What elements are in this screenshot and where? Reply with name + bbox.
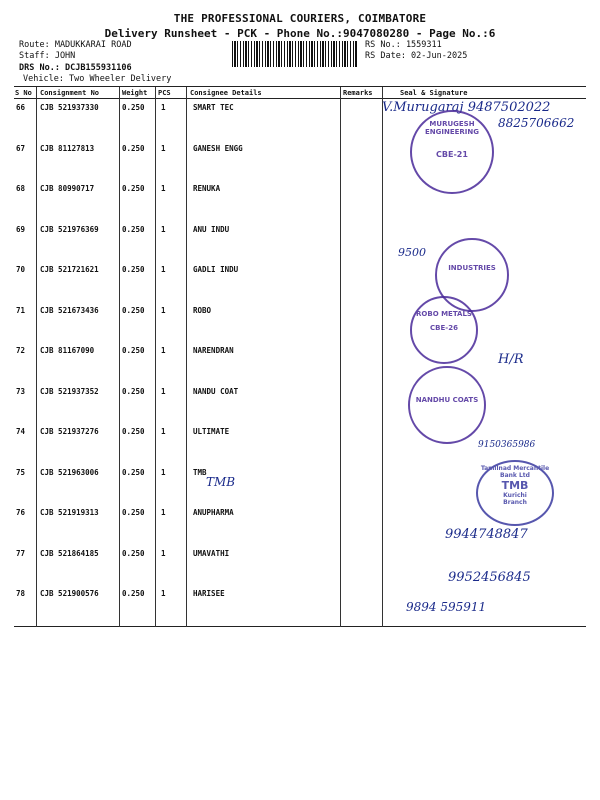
row-consignment-no: CJB 521721621 — [40, 265, 99, 274]
row-pcs: 1 — [161, 265, 166, 274]
company-seal — [408, 366, 486, 444]
col-header-consignment: Consignment No — [40, 89, 100, 97]
row-consignee: ROBO — [193, 305, 212, 315]
row-pcs: 1 — [161, 184, 166, 193]
handwritten-phone: 9952456845 — [448, 570, 531, 585]
row-weight: 0.250 — [122, 548, 145, 558]
row-weight: 0.250 — [122, 265, 145, 274]
row-pcs: 1 — [161, 427, 166, 436]
handwritten-mark: H/R — [498, 352, 524, 367]
bank-seal — [476, 460, 554, 526]
barcode — [232, 41, 358, 67]
company-seal — [410, 110, 494, 194]
col-header-weight: Weight — [122, 89, 148, 97]
col-divider — [155, 87, 156, 627]
row-sno: 67 — [16, 143, 26, 153]
col-divider — [119, 87, 120, 627]
row-weight: 0.250 — [122, 386, 145, 396]
row-sno: 78 — [16, 589, 26, 598]
row-sno: 69 — [16, 224, 26, 234]
handwritten-phone: 9944748847 — [445, 527, 528, 542]
rs-number: RS No.: 1559311 — [365, 40, 442, 50]
row-consignee: HARISEE — [193, 589, 225, 598]
table-top-rule — [14, 86, 586, 87]
seal-text: CBE-26 — [430, 324, 458, 332]
row-consignee: TMB — [193, 467, 207, 477]
seal-text: Tamilnad Mercantile Bank Ltd — [480, 465, 550, 479]
col-divider — [186, 87, 187, 627]
seal-text: Branch — [503, 499, 527, 506]
row-sno: 72 — [16, 346, 26, 355]
row-sno: 68 — [16, 184, 26, 193]
row-consignment-no: CJB 521937352 — [40, 386, 99, 396]
handwritten-phone: 9150365986 — [478, 440, 536, 450]
row-consignment-no: CJB 81167090 — [40, 346, 95, 355]
seal-text: MURUGESH ENGINEERING — [424, 120, 479, 136]
row-consignee: SMART TEC — [193, 103, 234, 112]
row-weight: 0.250 — [122, 346, 145, 355]
row-weight: 0.250 — [122, 589, 145, 598]
row-weight: 0.250 — [122, 305, 145, 315]
row-pcs: 1 — [161, 103, 166, 112]
row-sno: 74 — [16, 427, 26, 436]
row-sno: 71 — [16, 305, 26, 315]
col-header-remarks: Remarks — [343, 89, 373, 97]
row-consignment-no: CJB 521937276 — [40, 427, 99, 436]
col-header-seal: Seal & Signature — [400, 89, 468, 97]
drs-number: DRS No.: DCJB155931106 — [19, 63, 132, 73]
vehicle-label: Vehicle: Two Wheeler Delivery — [23, 74, 172, 84]
row-pcs: 1 — [161, 346, 166, 355]
handwritten-remark: TMB — [206, 475, 236, 489]
row-sno: 70 — [16, 265, 26, 274]
row-consignment-no: CJB 80990717 — [40, 184, 95, 193]
handwritten-phone: 8825706662 — [498, 116, 575, 130]
table-bottom-rule — [14, 626, 586, 627]
col-header-sno: S No — [15, 89, 32, 97]
staff-label: Staff: JOHN — [19, 51, 76, 61]
row-consignee: RENUKA — [193, 184, 221, 193]
row-consignee: GANESH ENGG — [193, 143, 243, 153]
row-consignment-no: CJB 521937330 — [40, 103, 99, 112]
row-consignment-no: CJB 521976369 — [40, 224, 99, 234]
col-divider — [36, 87, 37, 627]
row-consignment-no: CJB 81127813 — [40, 143, 95, 153]
row-consignee: ULTIMATE — [193, 427, 230, 436]
row-weight: 0.250 — [122, 224, 145, 234]
row-consignee: NARENDRAN — [193, 346, 234, 355]
route-label: Route: MADUKKARAI ROAD — [19, 40, 132, 50]
row-pcs: 1 — [161, 143, 166, 153]
row-consignee: ANUPHARMA — [193, 508, 234, 517]
row-consignment-no: CJB 521919313 — [40, 508, 99, 517]
seal-text: CBE-21 — [436, 150, 468, 159]
row-weight: 0.250 — [122, 184, 145, 193]
row-consignment-no: CJB 521900576 — [40, 589, 99, 598]
row-consignee: ANU INDU — [193, 224, 230, 234]
handwritten-phone: 9500 — [398, 246, 426, 259]
seal-text: NANDHU COATS — [415, 396, 479, 404]
row-pcs: 1 — [161, 467, 166, 477]
row-consignee: NANDU COAT — [193, 386, 239, 396]
row-consignment-no: CJB 521864185 — [40, 548, 99, 558]
row-pcs: 1 — [161, 548, 166, 558]
row-pcs: 1 — [161, 589, 166, 598]
row-consignee: GADLI INDU — [193, 265, 239, 274]
row-pcs: 1 — [161, 508, 166, 517]
col-header-pcs: PCS — [158, 89, 171, 97]
row-weight: 0.250 — [122, 103, 145, 112]
seal-text: INDUSTRIES — [448, 264, 496, 272]
row-weight: 0.250 — [122, 427, 145, 436]
seal-text: TMB — [501, 479, 529, 492]
col-divider — [382, 87, 383, 627]
col-divider — [340, 87, 341, 627]
row-weight: 0.250 — [122, 143, 145, 153]
col-header-consignee: Consignee Details — [190, 89, 262, 97]
row-sno: 73 — [16, 386, 26, 396]
seal-text: ROBO METALS — [416, 310, 472, 318]
row-consignment-no: CJB 521673436 — [40, 305, 99, 315]
handwritten-signature: V.Murugaraj 9487502022 — [382, 100, 551, 115]
handwritten-phone: 9894 595911 — [406, 600, 487, 614]
row-weight: 0.250 — [122, 508, 145, 517]
row-sno: 76 — [16, 508, 26, 517]
row-sno: 77 — [16, 548, 26, 558]
table-header-rule — [14, 98, 586, 99]
company-name: THE PROFESSIONAL COURIERS, COIMBATORE — [173, 12, 427, 25]
seal-text: Kurichi — [503, 492, 527, 499]
row-sno: 75 — [16, 467, 26, 477]
rs-date: RS Date: 02-Jun-2025 — [365, 51, 468, 61]
row-weight: 0.250 — [122, 467, 145, 477]
row-sno: 66 — [16, 103, 26, 112]
row-pcs: 1 — [161, 305, 166, 315]
row-pcs: 1 — [161, 386, 166, 396]
row-pcs: 1 — [161, 224, 166, 234]
row-consignee: UMAVATHI — [193, 548, 230, 558]
company-seal — [410, 296, 478, 364]
row-consignment-no: CJB 521963006 — [40, 467, 99, 477]
runsheet-title: Delivery Runsheet - PCK - Phone No.:9047080280 - Page No.:6 — [104, 27, 496, 40]
